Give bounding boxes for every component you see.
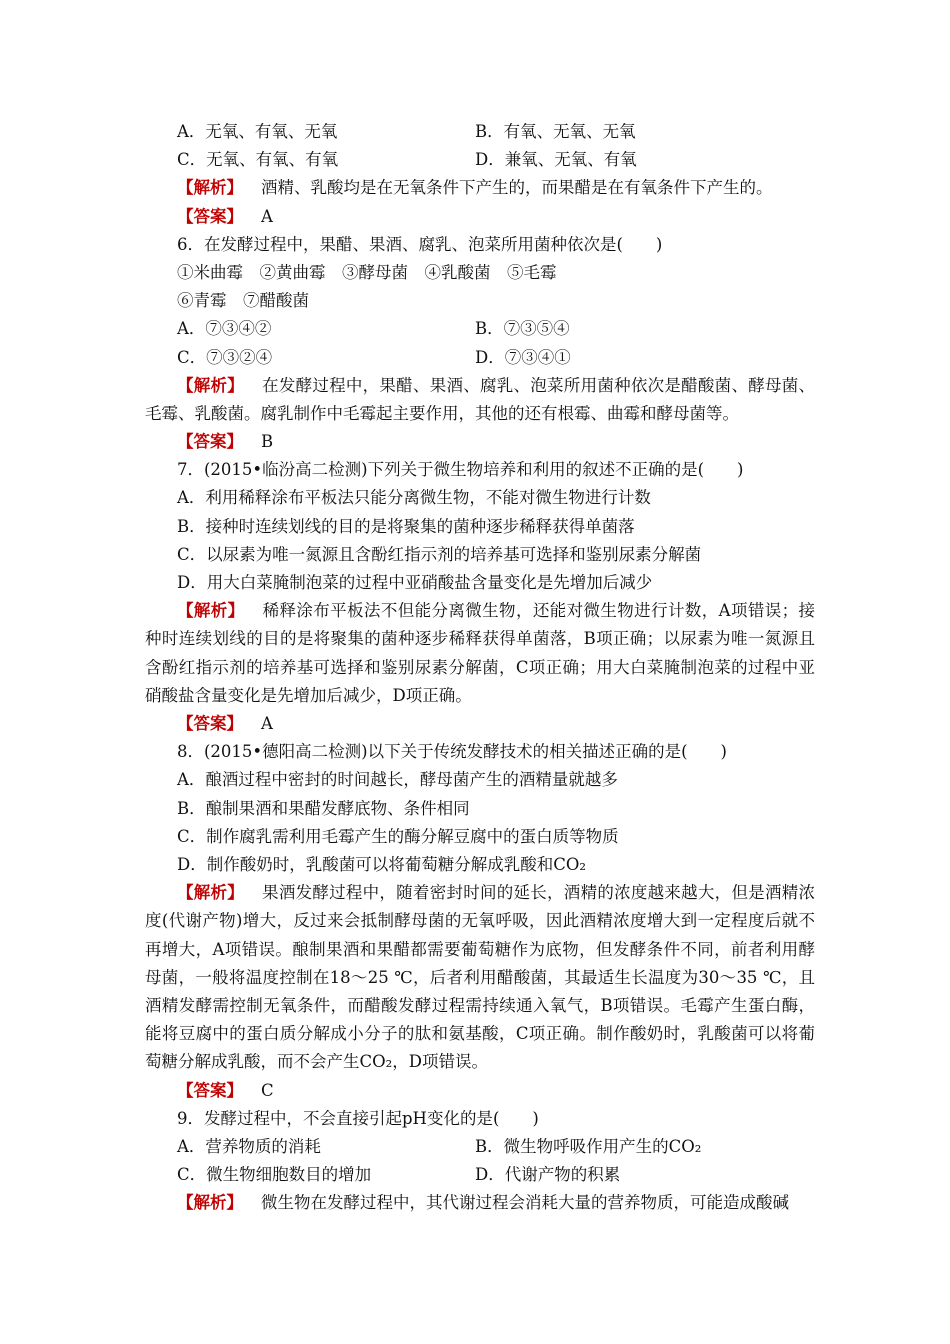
q9-stem: 9．发酵过程中，不会直接引起pH变化的是( ) [177, 1108, 539, 1128]
answer-label: 【答案】 [177, 714, 243, 734]
q6-analysis [145, 372, 815, 428]
q9-option-c: C．微生物细胞数目的增加 [177, 1165, 372, 1185]
document-content [145, 118, 815, 1218]
q5-option-a: A．无氧、有氧、无氧 [177, 122, 338, 141]
q7-stem: 7．(2015•临汾高二检测)下列关于微生物培养和利用的叙述不正确的是( ) [177, 460, 744, 480]
q6-list-1: ①米曲霉 ②黄曲霉 ③酵母菌 ④乳酸菌 ⑤毛霉 [177, 262, 557, 282]
q7-analysis-text: 稀释涂布平板法不但能分离微生物，还能对微生物进行计数，A项错误；接种时连续划线的目的是将聚集的菌种逐步稀释获得单菌落，B项正确；以尿素为唯一氮源且含酚红指示剂的培养基可选择和鉴别尿素分解菌，C项正确；用大白菜腌制泡菜的过程中亚硝酸盐含量变化是先增加后减少，D项正确。 [145, 601, 816, 705]
analysis-label: 【解析】 [177, 601, 245, 621]
q9-options-row2 [145, 1161, 815, 1189]
q6-list-2: ⑥青霉 ⑦醋酸菌 [177, 291, 309, 311]
analysis-label: 【解析】 [177, 178, 243, 198]
q8-option-c: C．制作腐乳需利用毛霉产生的酶分解豆腐中的蛋白质等物质 [177, 826, 619, 846]
q9-option-b: B．微生物呼吸作用产生的CO₂ [475, 1136, 702, 1156]
q8-option-d: D．制作酸奶时，乳酸菌可以将葡萄糖分解成乳酸和CO₂ [177, 854, 586, 874]
q6-option-c: C．⑦③②④ [177, 347, 273, 367]
q7-answer [145, 710, 815, 738]
q8-answer-text: C [261, 1080, 274, 1100]
analysis-label: 【解析】 [177, 375, 245, 395]
q8-stem: 8．(2015•德阳高二检测)以下关于传统发酵技术的相关描述正确的是( ) [177, 742, 727, 762]
q8-answer [145, 1077, 815, 1105]
q5-options-row2 [145, 146, 815, 174]
q5-answer-text: A [261, 206, 273, 226]
q9-analysis [145, 1189, 815, 1217]
q9-options-row1 [145, 1133, 815, 1161]
q8-option-a: A．酿酒过程中密封的时间越长，酵母菌产生的酒精量就越多 [177, 770, 618, 790]
q5-option-b: B．有氧、无氧、无氧 [475, 122, 636, 141]
q7-answer-text: A [261, 714, 273, 734]
q5-option-d: D．兼氧、无氧、有氧 [475, 150, 637, 170]
q6-option-b: B．⑦③⑤④ [475, 319, 570, 339]
q6-options-row1 [145, 315, 815, 343]
q7-option-a: A．利用稀释涂布平板法只能分离微生物，不能对微生物进行计数 [177, 488, 651, 508]
q6-option-a: A．⑦③④② [177, 319, 272, 339]
answer-label: 【答案】 [177, 206, 243, 226]
q9-analysis-text: 微生物在发酵过程中，其代谢过程会消耗大量的营养物质，可能造成酸碱 [261, 1193, 789, 1213]
q9-option-d: D．代谢产物的积累 [475, 1165, 621, 1185]
q7-option-d: D．用大白菜腌制泡菜的过程中亚硝酸盐含量变化是先增加后减少 [177, 573, 653, 593]
q8-analysis-text: 果酒发酵过程中，随着密封时间的延长，酒精的浓度越来越大，但是酒精浓度(代谢产物)增大，反过来会抵制酵母菌的无氧呼吸，因此酒精浓度增大到一定程度后就不再增大，A项错误。酿制果酒和果醋都需要葡萄糖作为底物，但发酵条件不同，前者利用酵母菌，一般将温度控制在18～25 ℃，后者利用醋酸菌，其最适生长温度为30～35 ℃，且酒精发酵需控制无氧条件，而醋酸发酵过程需持续通入氧气，B项错误。毛霉产生蛋白酶，能将豆腐中的蛋白质分解成小分子的肽和氨基酸，C项正确。制作酸奶时，乳酸菌可以将葡萄糖分解成乳酸，而不会产生CO₂，D项错误。 [145, 883, 816, 1072]
q5-analysis-text: 酒精、乳酸均是在无氧条件下产生的，而果醋是在有氧条件下产生的。 [261, 178, 773, 198]
q6-options-row2 [145, 344, 815, 372]
q8-option-b: B．酿制果酒和果醋发酵底物、条件相同 [177, 798, 470, 818]
q6-answer [145, 428, 815, 456]
q6-analysis-text: 在发酵过程中，果醋、果酒、腐乳、泡菜所用菌种依次是醋酸菌、酵母菌、毛霉、乳酸菌。腐乳制作中毛霉起主要作用，其他的还有根霉、曲霉和酵母菌等。 [145, 375, 816, 423]
q9-option-a: A．营养物质的消耗 [177, 1136, 321, 1156]
q7-option-b: B．接种时连续划线的目的是将聚集的菌种逐步稀释获得单菌落 [177, 516, 635, 536]
q8-analysis [145, 879, 815, 1076]
q6-stem: 6．在发酵过程中，果醋、果酒、腐乳、泡菜所用菌种依次是( ) [177, 234, 663, 254]
q5-option-c: C．无氧、有氧、有氧 [177, 150, 339, 170]
analysis-label: 【解析】 [177, 883, 245, 903]
answer-label: 【答案】 [177, 432, 243, 452]
q6-option-d: D．⑦③④① [475, 347, 571, 367]
q6-answer-text: B [261, 432, 274, 452]
q5-options-row1 [145, 118, 815, 146]
q7-analysis [145, 597, 815, 710]
q7-option-c: C．以尿素为唯一氮源且含酚红指示剂的培养基可选择和鉴别尿素分解菌 [177, 544, 702, 564]
q5-analysis [145, 174, 815, 202]
answer-label: 【答案】 [177, 1080, 243, 1100]
q5-answer [145, 203, 815, 231]
analysis-label: 【解析】 [177, 1193, 243, 1213]
